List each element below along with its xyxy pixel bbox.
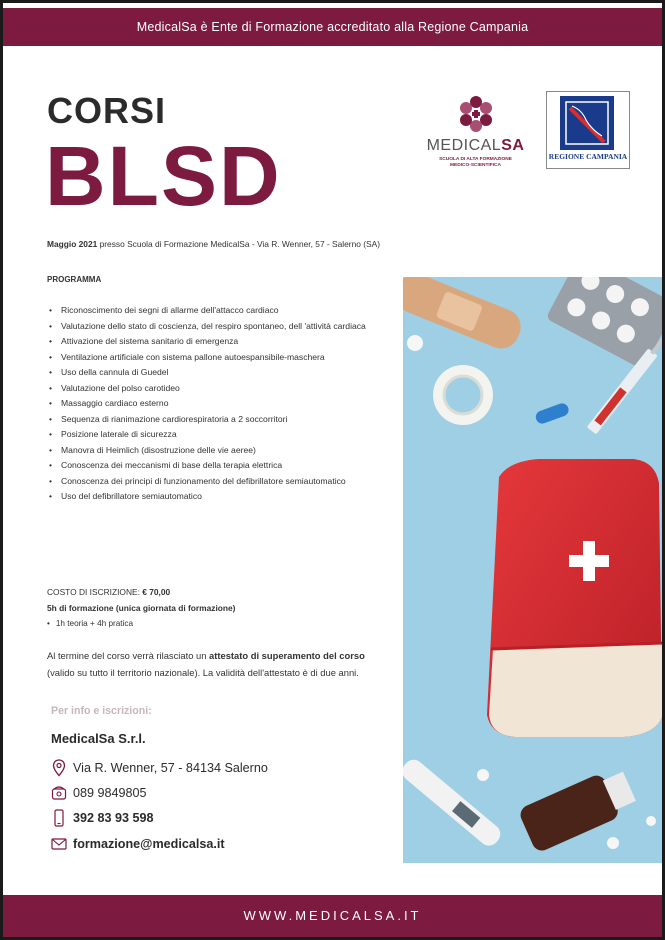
title-blsd: BLSD xyxy=(45,129,282,223)
address-text: Via R. Wenner, 57 - 84134 Salerno xyxy=(73,761,268,775)
email-link[interactable]: formazione@medicalsa.it xyxy=(73,837,225,851)
mobile-text[interactable]: 392 83 93 598 xyxy=(73,811,154,825)
list-item: • Sequenza di rianimazione cardiorespiratoria a 2 soccorritori xyxy=(47,412,392,428)
contacts-heading: Per info e iscrizioni: xyxy=(51,705,152,717)
registration-cost: COSTO DI ISCRIZIONE: € 70,00 xyxy=(47,587,171,597)
mobile-phone-icon xyxy=(51,809,67,827)
list-item: • Valutazione dello stato di coscienza, del respiro spontaneo, dell 'attività cardiaca xyxy=(47,319,392,335)
medicalsa-flower-icon xyxy=(459,95,493,133)
course-date-location: Maggio 2021 presso Scuola di Formazione MedicalSa - Via R. Wenner, 57 - Salerno (SA) xyxy=(47,239,380,249)
first-aid-kit-photo xyxy=(403,277,662,863)
list-item: • Uso della cannula di Guedel xyxy=(47,365,392,381)
phone-text[interactable]: 089 9849805 xyxy=(73,786,147,800)
list-item: • Attivazione del sistema sanitario di emergenza xyxy=(47,334,392,350)
regione-campania-caption: REGIONE CAMPANIA xyxy=(548,152,628,161)
medicalsa-logo-subtitle: SCUOLA DI ALTA FORMAZIONE MEDICO-SCIENTIFICA xyxy=(439,157,512,168)
programma-list xyxy=(47,303,392,505)
certificate-note: Al termine del corso verrà rilasciato un attestato di superamento del corso (valido su tutto il territorio nazionale). La validità dell'attestato è di due anni. xyxy=(47,650,365,678)
header-banner xyxy=(3,8,662,46)
phone-icon xyxy=(51,784,67,802)
title-corsi: CORSI xyxy=(47,90,167,131)
list-item: • Valutazione del polso carotideo xyxy=(47,381,392,397)
footer-bar xyxy=(3,895,662,937)
list-item: • Conoscenza dei principi di funzionamento del defibrillatore semiautomatico xyxy=(47,474,392,490)
training-hours: 5h di formazione (unica giornata di formazione) xyxy=(47,603,236,613)
list-item: • Conoscenza dei meccanismi di base della terapia elettrica xyxy=(47,458,392,474)
theory-practice-split: • 1h teoria + 4h pratica xyxy=(47,619,133,628)
list-item: • Posizione laterale di sicurezza xyxy=(47,427,392,443)
map-pin-icon xyxy=(51,759,67,777)
list-item: • Manovra di Heimlich (disostruzione delle vie aeree) xyxy=(47,443,392,459)
list-item: • Ventilazione artificiale con sistema pallone autoespansibile-maschera xyxy=(47,350,392,366)
flyer-page xyxy=(3,3,662,937)
list-item: • Riconoscimento dei segni di allarme dell'attacco cardiaco xyxy=(47,303,392,319)
company-name: MedicalSa S.r.l. xyxy=(51,731,146,746)
list-item: • Massaggio cardiaco esterno xyxy=(47,396,392,412)
envelope-icon xyxy=(51,835,67,853)
list-item: • Uso del defibrillatore semiautomatico xyxy=(47,489,392,505)
regione-campania-logo xyxy=(546,91,630,169)
regione-campania-emblem-icon xyxy=(560,96,614,150)
medicalsa-logo xyxy=(418,95,533,175)
website-link[interactable]: WWW.MEDICALSA.IT xyxy=(243,908,422,923)
header-banner-text: MedicalSa è Ente di Formazione accreditato alla Regione Campania xyxy=(136,20,529,34)
programma-heading: PROGRAMMA xyxy=(47,275,102,284)
medicalsa-logo-name: MEDICALSA xyxy=(426,137,525,154)
